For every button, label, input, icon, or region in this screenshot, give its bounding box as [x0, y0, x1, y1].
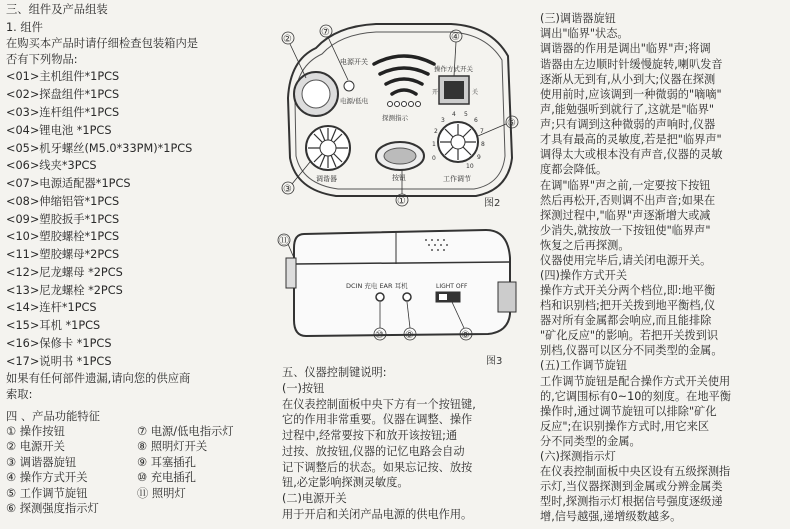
text-line: 在仪表控制面板中央下方有一个按钮键, — [282, 398, 476, 411]
text-line: 在购买本产品时请仔细检查包装箱内是 — [6, 37, 199, 50]
parts-list-item: <13>尼龙螺栓 *2PCS — [6, 284, 123, 297]
section-3-heading: 三、组件及产品组装 — [6, 3, 108, 16]
figure-3-caption: 图3 — [486, 356, 503, 367]
feature-item: ⑨ 耳塞插孔 — [137, 456, 196, 469]
text-line: 记下调整后的状态。如果忘记按、放按 — [282, 461, 473, 474]
callout-3: ③ — [283, 184, 292, 195]
figure-3-side-view — [276, 218, 526, 368]
scale-10: 10 — [466, 163, 474, 170]
text-line: 别档,仪器可以区分不同类型的金属。 — [540, 344, 723, 357]
section-4-heading: 四 、产品功能特征 — [6, 410, 100, 423]
components-heading: 1. 组件 — [6, 21, 43, 34]
detect-indicator-subheading: (六)探测指示灯 — [540, 450, 616, 463]
text-line: 增,信号越强,递增级数越多。 — [540, 510, 682, 523]
scale-6: 6 — [474, 117, 478, 124]
parts-list-item: <12>尼龙螺母 *2PCS — [6, 266, 123, 279]
mode-switch-subheading: (四)操作方式开关 — [540, 269, 628, 282]
bracket-icon — [498, 282, 516, 312]
text-line: 探测过程中,"临界"声逐渐增大或减 — [540, 209, 711, 222]
parts-list-item: <02>探盘组件*1PCS — [6, 88, 120, 101]
work-adjust-subheading: (五)工作调节旋钮 — [540, 359, 628, 372]
button-subheading: (一)按钮 — [282, 382, 325, 395]
scale-0: 0 — [432, 155, 436, 162]
work-adjust-label: 工作调节 — [443, 175, 471, 183]
parts-list-item: <15>耳机 *1PCS — [6, 319, 101, 332]
callout-2: ② — [283, 34, 292, 45]
switch-labels: LIGHT OFF — [436, 283, 468, 290]
detect-indicator-label: 探测指示 — [382, 114, 408, 122]
scale-4: 4 — [452, 111, 456, 118]
text-line: "矿化反应"的影响。若把开关拨到识 — [540, 329, 719, 342]
speaker-grille-icon — [374, 56, 434, 94]
scale-2: 2 — [434, 128, 438, 135]
text-line: 工作调节旋钮是配合操作方式开关使用 — [540, 375, 731, 388]
callout-9: ⑨ — [405, 330, 414, 341]
text-line: 如果有任何部件遗漏,请向您的供应商 — [6, 372, 191, 385]
feature-item: ② 电源开关 — [6, 440, 65, 453]
scale-1: 1 — [432, 141, 436, 148]
text-line: 声,能勉强听到就行了,这就是"临界" — [540, 103, 715, 116]
tuner-subheading: (三)调谐器旋钮 — [540, 12, 616, 25]
parts-list-item: <17>说明书 *1PCS — [6, 355, 112, 368]
power-low-indicator-icon — [344, 81, 354, 91]
light-icon — [286, 258, 296, 288]
power-switch-subheading: (二)电源开关 — [282, 492, 347, 505]
parts-list-item: <14>连杆*1PCS — [6, 301, 97, 314]
feature-item: ③ 调谐器旋钮 — [6, 456, 77, 469]
text-line: 分不同类型的金属。 — [540, 435, 641, 448]
text-line: 的,它调围标有0~10的刻度。在地平衡 — [540, 390, 731, 403]
callout-5: ⑤ — [507, 118, 516, 129]
text-line: 恢复之后再探测。 — [540, 239, 630, 252]
feature-item: ⑦ 电源/低电指示灯 — [137, 425, 234, 438]
parts-list-item: <08>伸缩铝管*1PCS — [6, 195, 120, 208]
callout-1: ① — [397, 196, 406, 207]
text-line: 使用前时,应该调到一种微弱的"嘀嘀" — [540, 88, 722, 101]
text-line: 操作时,通过调节旋钮可以排除"矿化 — [540, 405, 717, 418]
text-line: 然后再松开,否则调不出声音;如果在 — [540, 194, 716, 207]
figure-2-caption: 图2 — [484, 198, 501, 209]
text-line: 在仪表控制面板中央区设有五级探测指 — [540, 465, 731, 478]
callout-10: ⑩ — [375, 330, 384, 341]
earphone-jack-icon — [403, 293, 411, 301]
scale-3: 3 — [441, 117, 445, 124]
text-line: 谐器由左边顺时针缓慢旋转,喇叭发音 — [540, 58, 723, 71]
feature-item: ⑩ 充电插孔 — [137, 471, 196, 484]
section-5-heading: 五、仪器控制键说明: — [282, 366, 387, 379]
text-line: 用于开启和关闭产品电源的供电作用。 — [282, 508, 473, 521]
text-line: 声;只有调到这种微弱的声响时,仪器 — [540, 118, 716, 131]
text-line: 钮,必定影响探测灵敏度。 — [282, 476, 409, 489]
text-line: 它的作用非常重要。仪器在调整、操作 — [282, 413, 473, 426]
text-line: 过程中,经常要按下和放开该按钮;通 — [282, 429, 458, 442]
text-line: 在调"临界"声之前,一定要按下按钮 — [540, 179, 711, 192]
detect-indicator-lights — [388, 102, 421, 107]
callout-8: ⑧ — [461, 330, 470, 341]
scale-8: 8 — [481, 141, 485, 148]
mode-side-left: 开 — [432, 89, 439, 96]
callout-11: ⑪ — [279, 236, 289, 247]
mode-switch-label: 操作方式开关 — [434, 65, 473, 73]
parts-list-item: <06>线夹*3PCS — [6, 159, 97, 172]
figure-2-control-panel — [276, 8, 526, 213]
text-line: 逐渐从无到有,从小到大;仪器在探测 — [540, 73, 716, 86]
feature-item: ⑥ 探测强度指示灯 — [6, 502, 99, 515]
text-line: 示灯,当仪器探测到金属或分辨金属类 — [540, 480, 723, 493]
text-line: 仪器使用完毕后,请关闭电源开关。 — [540, 254, 712, 267]
feature-item: ⑧ 照明灯开关 — [137, 440, 208, 453]
jack-labels: DCIN 充电 EAR 耳机 — [346, 282, 408, 290]
parts-list-item: <11>塑胶螺母*2PCS — [6, 248, 120, 261]
power-low-label: 电源/低电 — [340, 97, 369, 105]
text-line: 调得太大或根本没有声音,仪器的灵敏 — [540, 148, 723, 161]
parts-list-item: <07>电源适配器*1PCS — [6, 177, 131, 190]
text-line: 型时,探测指示灯根据信号强度逐级递 — [540, 495, 723, 508]
text-line: 器对所有金属都会响应,而且能排除 — [540, 314, 712, 327]
tuner-label: 调谐器 — [316, 175, 337, 183]
text-line: 反应";在识别操作方式时,用它来区 — [540, 420, 710, 433]
mode-side-right: 关 — [472, 89, 479, 96]
scale-7: 7 — [480, 128, 484, 135]
callout-4: ④ — [451, 32, 460, 43]
scale-5: 5 — [464, 111, 468, 118]
parts-list-item: <16>保修卡 *1PCS — [6, 337, 112, 350]
text-line: 档和识别档;把开关拨到地平衡档,仪 — [540, 299, 716, 312]
text-line: 调谐器的作用是调出"临界"声;将调 — [540, 42, 711, 55]
parts-list-item: <04>锂电池 *1PCS — [6, 124, 112, 137]
parts-list-item: <10>塑胶螺栓*1PCS — [6, 230, 120, 243]
text-line: 否有下列物品: — [6, 53, 78, 66]
feature-item: ⑪ 照明灯 — [137, 487, 186, 500]
text-line: 才具有最高的灵敏度,若是把"临界声" — [540, 133, 722, 146]
parts-list-item: <03>连杆组件*1PCS — [6, 106, 120, 119]
operate-button-label: 按钮 — [392, 174, 406, 182]
feature-item: ④ 操作方式开关 — [6, 471, 88, 484]
charge-jack-icon — [376, 293, 384, 301]
feature-item: ⑤ 工作调节旋钮 — [6, 487, 88, 500]
text-line: 操作方式开关分两个档位,即:地平衡 — [540, 284, 716, 297]
parts-list-item: <05>机牙螺丝(M5.0*33PM)*1PCS — [6, 142, 193, 155]
parts-list-item: <01>主机组件*1PCS — [6, 70, 120, 83]
text-line: 度都会降低。 — [540, 163, 608, 176]
scale-9: 9 — [477, 154, 481, 161]
text-line: 少消失,就按放一下按钮使"临界声" — [540, 224, 711, 237]
text-line: 调出"临界"状态。 — [540, 27, 629, 40]
callout-7: ⑦ — [321, 27, 330, 38]
parts-list-item: <09>塑胶扳手*1PCS — [6, 213, 120, 226]
text-line: 过按、放按钮,仪器的记忆电路会自动 — [282, 445, 465, 458]
text-line: 索取: — [6, 388, 33, 401]
feature-item: ① 操作按钮 — [6, 425, 65, 438]
power-switch-label: 电源开关 — [340, 58, 368, 66]
